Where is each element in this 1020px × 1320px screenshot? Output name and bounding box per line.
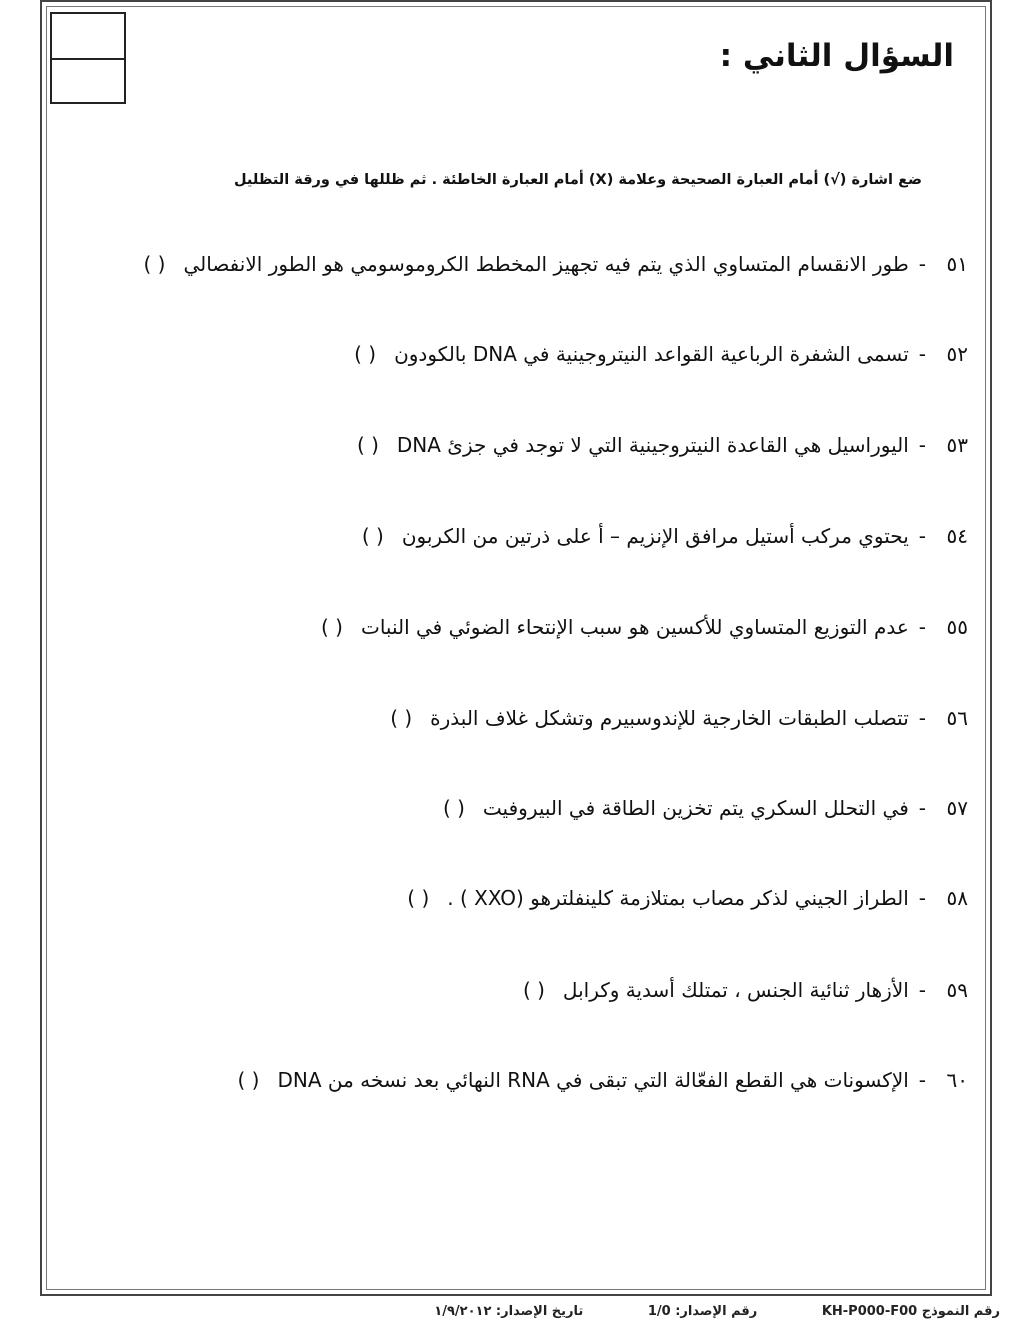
statement-59 <box>523 978 968 1002</box>
dash: - <box>918 796 926 820</box>
statement-number: ٥٢ <box>946 342 968 366</box>
statement-52 <box>354 342 968 366</box>
answer-blank[interactable]: ( ) <box>354 342 377 366</box>
statement-53 <box>357 433 968 457</box>
instruction-text: ضع اشارة (√) أمام العبارة الصحيحة وعلامة (X) أمام العبارة الخاطئة . ثم ظللها في ورقة التظليل <box>233 172 922 188</box>
score-box-divider <box>52 58 124 60</box>
dash: - <box>918 433 926 457</box>
statement-54 <box>362 524 968 548</box>
dash: - <box>918 1068 926 1092</box>
statement-text: يحتوي مركب أستيل مرافق الإنزيم – أ على ذرتين من الكربون <box>401 524 909 548</box>
dash: - <box>918 886 926 910</box>
answer-blank[interactable]: ( ) <box>321 615 343 639</box>
statement-55 <box>321 615 968 639</box>
answer-blank[interactable]: ( ) <box>390 706 413 730</box>
statement-text: تتصلب الطبقات الخارجية للإندوسبيرم وتشكل غلاف البذرة <box>430 706 909 730</box>
statement-number: ٥٦ <box>946 706 968 730</box>
issue-date: تاريخ الإصدار: ١/٩/٢٠١٢ <box>434 1304 584 1319</box>
answer-blank[interactable]: ( ) <box>143 252 166 276</box>
statement-number: ٦٠ <box>946 1068 968 1092</box>
dash: - <box>918 252 926 276</box>
statement-text: عدم التوزيع المتساوي للأكسين هو سبب الإنتحاء الضوئي في النبات <box>360 615 909 639</box>
page-border <box>40 0 992 1296</box>
statement-text: الإكسونات هي القطع الفعّالة التي تبقى في RNA النهائي بعد نسخه من DNA <box>277 1068 909 1092</box>
dash: - <box>918 615 926 639</box>
statement-number: ٥٧ <box>946 796 968 820</box>
document-footer <box>40 1304 1000 1320</box>
dash: - <box>918 524 926 548</box>
statement-text: اليوراسيل هي القاعدة النيتروجينية التي لا توجد في جزئ DNA <box>396 433 909 457</box>
form-code: رقم النموذج KH-P000-F00 <box>821 1304 1000 1319</box>
score-box <box>50 12 126 104</box>
statement-number: ٥٨ <box>946 886 968 910</box>
answer-blank[interactable]: ( ) <box>361 524 384 548</box>
answer-blank[interactable]: ( ) <box>407 886 430 910</box>
statement-56 <box>390 706 968 730</box>
statement-51 <box>144 252 968 276</box>
statement-number: ٥٣ <box>946 433 968 457</box>
statement-58 <box>407 886 968 910</box>
dash: - <box>918 342 926 366</box>
statement-number: ٥٤ <box>946 524 968 548</box>
page-inner-border <box>46 6 986 1290</box>
answer-blank[interactable]: ( ) <box>442 796 465 820</box>
statement-57 <box>443 796 968 820</box>
answer-blank[interactable]: ( ) <box>356 433 379 457</box>
revision-number: رقم الإصدار: 1/0 <box>647 1304 758 1319</box>
answer-blank[interactable]: ( ) <box>522 978 545 1002</box>
statement-text: الطراز الجيني لذكر مصاب بمتلازمة كلينفلترهو (XXO ) . <box>447 886 909 910</box>
dash: - <box>918 978 926 1002</box>
statement-number: ٥٥ <box>946 615 968 639</box>
statement-text: الأزهار ثنائية الجنس ، تمتلك أسدية وكرابل <box>562 978 909 1002</box>
statement-60 <box>238 1068 968 1092</box>
statement-text: طور الانقسام المتساوي الذي يتم فيه تجهيز المخطط الكروموسومي هو الطور الانفصالي <box>183 252 909 276</box>
statement-number: ٥١ <box>946 252 968 276</box>
statement-text: في التحلل السكري يتم تخزين الطاقة في البيروفيت <box>482 796 909 820</box>
answer-blank[interactable]: ( ) <box>237 1068 260 1092</box>
dash: - <box>918 706 926 730</box>
question-title: السؤال الثاني : <box>719 38 954 74</box>
statement-text: تسمى الشفرة الرباعية القواعد النيتروجينية في DNA بالكودون <box>394 342 909 366</box>
statement-number: ٥٩ <box>946 978 968 1002</box>
